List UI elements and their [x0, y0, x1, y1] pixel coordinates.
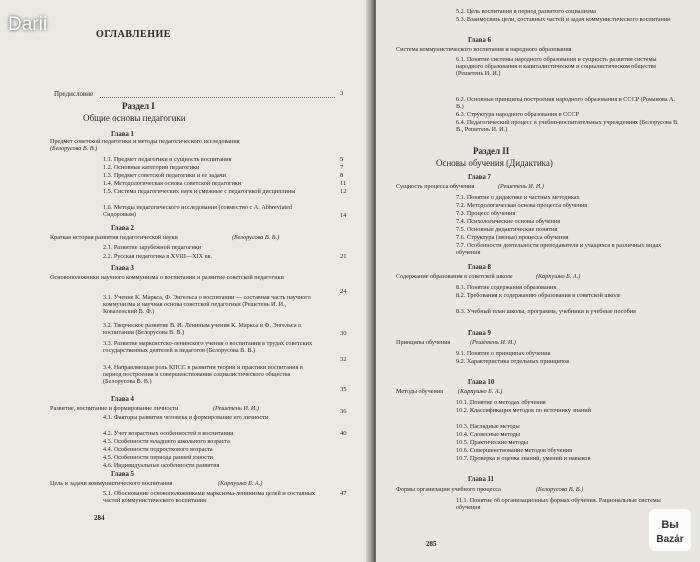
chapter-heading: Глава 7	[468, 174, 491, 181]
toc-item: 1.1. Предмет педагогики и сущность воспитания	[103, 156, 232, 163]
toc-page: 21	[340, 253, 347, 260]
toc-page: 36	[340, 408, 347, 415]
toc-page: 24	[340, 288, 347, 295]
toc-item: 7.5. Основные дидактические понятия	[456, 226, 558, 233]
toc-item: 10.3. Наглядные методы	[456, 423, 520, 430]
chapter-author: (Карпушко Б. А.)	[536, 273, 581, 280]
chapter-title: Основоположники научного коммунизма о воспитании и развитие советской педагогики	[50, 274, 284, 281]
chapter-author: (Решетень И. И.)	[498, 183, 544, 190]
toc-item: 10.4. Словесные методы	[456, 431, 521, 438]
toc-item: 10.2. Классификация методов по источнику знаний	[456, 407, 591, 414]
chapter-title: Краткая история развития педагогической науки	[50, 234, 178, 241]
toc-item: 7.2. Методологическая основа процесса обучения	[456, 202, 588, 209]
watermark-text: Darii	[8, 14, 48, 35]
toc-item: 4.5. Особенности периода ранней юности	[103, 454, 213, 461]
toc-page: 7	[340, 164, 344, 171]
section-title: Основы обучения (Дидактика)	[436, 158, 553, 168]
toc-item: 7.6. Структура (звенья) процесса обучения	[456, 234, 569, 241]
chapter-title: Система коммунистического воспитания и народного образования	[396, 46, 572, 53]
chapter-heading: Глава 8	[468, 264, 491, 271]
toc-item: 5.2. Цель воспитания в период развитого социализма	[456, 8, 596, 15]
toc-page: 5	[340, 156, 344, 163]
toc-item: 1.5. Система педагогических наук и смежные с педагогикой дисциплины	[103, 188, 296, 195]
bazar-logo-icon	[645, 505, 695, 555]
toc-item: 4.6. Индивидуальные особенности развития	[103, 462, 220, 469]
toc-page: 14	[340, 212, 347, 219]
toc-item: 7.4. Психологические основы обучения	[456, 218, 561, 225]
toc-page: 11	[340, 180, 347, 187]
toc-item: 7.1. Понятие о дидактике и частных методиках	[456, 194, 580, 201]
chapter-heading: Глава 1	[111, 131, 134, 138]
chapter-author: (Белорусова В. В.)	[536, 486, 584, 493]
toc-page: 32	[340, 356, 347, 363]
toc-item: 6.4. Педагогический процесс в учебно-воспитательных учреждениях (Белорусова В. В., Решетень И. И.)	[456, 119, 679, 133]
toc-page: 40	[340, 430, 347, 437]
chapter-heading: Глава 9	[468, 330, 491, 337]
chapter-author: (Белорусова В. В.)	[50, 145, 98, 152]
chapter-author: (Решетень И. И.)	[470, 339, 516, 346]
dot-leader	[100, 97, 335, 98]
toc-item: 3.4. Направляющая роль КПСС в развитии теории и практики воспитания в период построения и совершенствования социалистического общества (Белорусова В. В.)	[103, 364, 303, 385]
chapter-author: (Решетень И. И.)	[213, 405, 259, 412]
section-title: Общие основы педагогики	[83, 113, 186, 123]
toc-item: 6.2. Основные принципы построения народного образования в СССР (Романова А. В.)	[456, 96, 676, 110]
chapter-author: (Белорусова В. В.)	[232, 234, 280, 241]
toc-item: 8.1. Понятие содержания образования	[456, 284, 557, 291]
svg-text:Bazár: Bazár	[656, 534, 684, 545]
contents-title: ОГЛАВЛЕНИЕ	[96, 29, 171, 40]
toc-item: 7.3. Процесс обучения	[456, 210, 516, 217]
chapter-title: Содержание образования в советской школе	[396, 273, 513, 280]
preface-label: Предисловие	[54, 90, 94, 98]
toc-item: 3.2. Творческое развитие В. И. Лениным учения К. Маркса и Ф. Энгельса о воспитании (Белорусова В. В.)	[103, 322, 302, 336]
chapter-author: (Карпушко Б. А.)	[458, 388, 503, 395]
preface-page: 3	[340, 90, 344, 97]
chapter-title: Предмет советской педагогики и методы педагогического исследования	[50, 138, 240, 145]
toc-item: 11.1. Понятие об организационных формах обучения. Рациональные системы обучения	[456, 497, 661, 511]
toc-item: 2.2. Русская педагогика в XVIII—XIX вв.	[103, 253, 213, 260]
toc-item: 7.7. Особенности деятельности преподавателя и учащихся в различных видах обучения	[456, 242, 662, 256]
toc-page: 8	[340, 172, 344, 179]
toc-page: 12	[340, 188, 347, 195]
chapter-heading: Глава 2	[111, 225, 134, 232]
toc-item: 6.3. Структура народного образования в СССР	[456, 111, 579, 118]
right-page	[376, 0, 700, 562]
toc-page: 47	[340, 490, 347, 497]
toc-item: 5.1. Обоснование основоположниками марксизма-ленинизма целей и составных частей коммунистического воспитания	[103, 490, 316, 504]
chapter-heading: Глава 6	[468, 37, 491, 44]
chapter-title: Сущность процесса обучения	[396, 183, 475, 190]
chapter-heading: Глава 5	[111, 471, 134, 478]
chapter-heading: Глава 10	[468, 379, 495, 386]
toc-item: 10.7. Проверка и оценка знаний, умений и навыков	[456, 455, 591, 462]
section-label: Раздел I	[122, 101, 155, 111]
toc-item: 9.1. Понятие о принципах обучения	[456, 350, 551, 357]
toc-item: 3.1. Учение К. Маркса, Ф. Энгельса о воспитании — составная часть научного коммунизма и научная основа советской педагогики (Решетень И. И., Коваленский В. Ф.)	[103, 294, 311, 315]
toc-item: 1.6. Методы педагогического исследования (совместно с А. Аbbreviated Сидоровым)	[103, 204, 292, 218]
toc-item: 4.4. Особенности подросткового возраста	[103, 446, 213, 453]
chapter-author: (Карпушко Б. А.)	[218, 480, 263, 487]
toc-item: 1.3. Предмет советской педагогики и ее задачи	[103, 172, 226, 179]
toc-item: 10.5. Практические методы	[456, 439, 529, 446]
svg-text:Вы: Вы	[661, 519, 679, 531]
chapter-title: Цель и задачи коммунистического воспитания	[50, 480, 173, 487]
toc-page: 30	[340, 330, 347, 337]
chapter-heading: Глава 3	[111, 265, 134, 272]
toc-item: 1.4. Методологическая основа советской педагогики	[103, 180, 242, 187]
toc-item: 9.2. Характеристика отдельных принципов	[456, 358, 570, 365]
page-folio: 284	[94, 514, 105, 522]
toc-item: 4.2. Учет возрастных особенностей в воспитании	[103, 430, 234, 437]
toc-item: 6.1. Понятие системы народного образования и сущность развития системы народного образования в капиталистическом и социалистическом обществе (Решетень И. И.)	[456, 56, 657, 77]
toc-item: 8.3. Учебный план школы, программа, учебники и учебные пособия	[456, 308, 636, 315]
chapter-title: Методы обучения	[396, 388, 443, 395]
toc-item: 8.2. Требования к содержанию образования в советской школе	[456, 292, 621, 299]
chapter-title: Формы организации учебного процесса	[396, 486, 501, 493]
toc-item: 1.2. Основные категории педагогики	[103, 164, 200, 171]
chapter-heading: Глава 11	[468, 476, 494, 483]
toc-item: 10.1. Понятие о методах обучения	[456, 399, 546, 406]
page-folio: 285	[426, 540, 437, 548]
toc-item: 5.3. Взаимосвязь цели, составных частей и задач коммунистического воспитания	[456, 16, 671, 23]
toc-item: 4.3. Особенности младшего школьного возраста	[103, 438, 230, 445]
chapter-heading: Глава 4	[111, 396, 134, 403]
toc-item: 2.1. Развитие зарубежной педагогики	[103, 244, 202, 251]
toc-item: 3.3. Развитие марксистско-ленинского учения о воспитании в трудах советских государственных деятелей и педагогов (Белорусова В. В.)	[103, 340, 313, 354]
toc-item: 4.1. Факторы развития человека и формирование его личности	[103, 414, 269, 421]
section-label: Раздел II	[473, 146, 510, 156]
chapter-title: Развитие, воспитание и формирование личности	[50, 405, 179, 412]
toc-item: 10.6. Совершенствование методов обучения	[456, 447, 572, 454]
chapter-title: Принципы обучения	[396, 339, 451, 346]
toc-page: 35	[340, 386, 347, 393]
